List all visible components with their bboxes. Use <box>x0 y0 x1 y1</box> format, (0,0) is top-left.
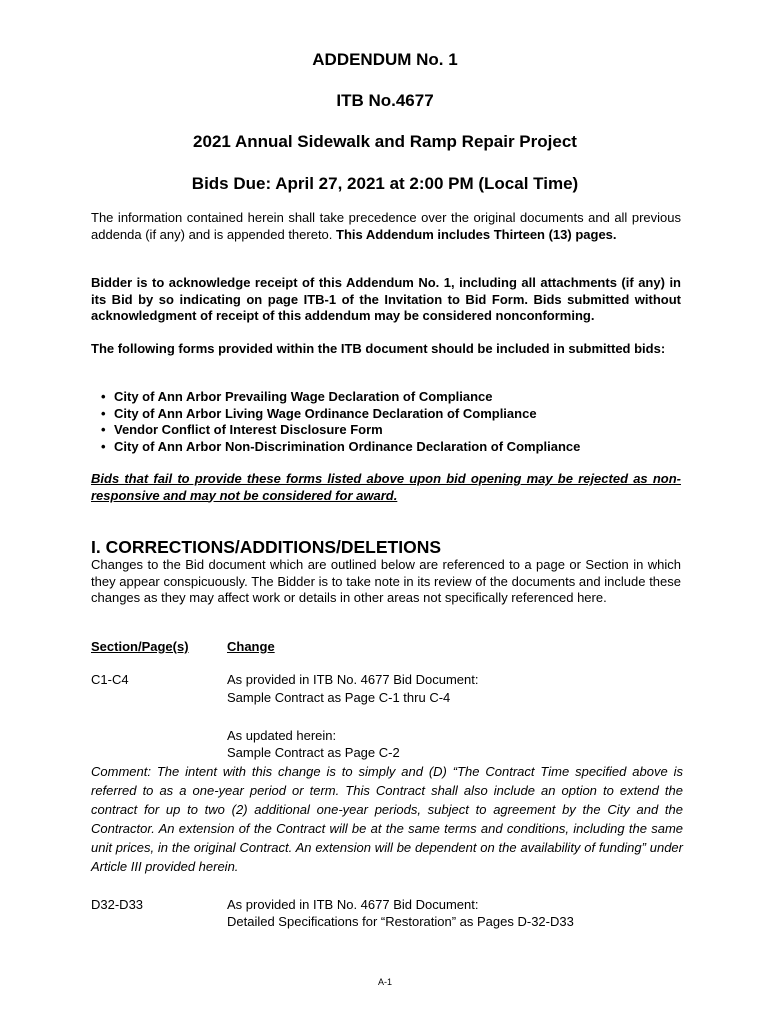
entry-updated-label: As updated herein: <box>227 728 337 743</box>
list-item: • City of Ann Arbor Non-Discrimination Ordinance Declaration of Compliance <box>101 439 580 456</box>
section-heading: I. CORRECTIONS/ADDITIONS/DELETIONS <box>91 537 442 557</box>
list-item: • City of Ann Arbor Prevailing Wage Declaration of Compliance <box>101 389 580 406</box>
column-header-change: Change <box>227 639 275 654</box>
project-title: 2021 Annual Sidewalk and Ramp Repair Project <box>193 132 577 151</box>
rejection-warning: Bids that fail to provide these forms listed above upon bid opening may be rejected as non-responsive and may not be considered for award. <box>91 471 681 503</box>
intro-paragraph <box>91 210 681 243</box>
list-item: • City of Ann Arbor Living Wage Ordinance Declaration of Compliance <box>101 406 580 423</box>
intro-text: The information contained herein shall take precedence over the original documents and all previous addenda (if any) and is appended thereto. <box>91 210 681 242</box>
column-header-section: Section/Page(s) <box>91 639 189 654</box>
entry-updated-value: Sample Contract as Page C-2 <box>227 745 400 760</box>
entry-section-d32-d33: D32-D33 <box>91 897 144 912</box>
entry-provided-label: As provided in ITB No. 4677 Bid Document: <box>227 672 479 687</box>
entry-provided-label: As provided in ITB No. 4677 Bid Document: <box>227 897 479 912</box>
itb-number: ITB No.4677 <box>336 91 434 110</box>
intro-page-count: This Addendum includes Thirteen (13) pages. <box>336 226 617 242</box>
page-number: A-1 <box>377 977 392 987</box>
section-description: Changes to the Bid document which are outlined below are referenced to a page or Section in which they appear conspicuously. The Bidder is to take note in its review of the documents and include these changes as they may affect work or details in other areas not specifically referenced here. <box>91 557 681 605</box>
entry-section-c1-c4: C1-C4 <box>91 672 129 687</box>
entry-provided-value: Detailed Specifications for “Restoration” as Pages D-32-D33 <box>227 914 574 929</box>
entry-provided-value: Sample Contract as Page C-1 thru C-4 <box>227 690 451 705</box>
addendum-title: ADDENDUM No. 1 <box>312 50 458 69</box>
bids-due: Bids Due: April 27, 2021 at 2:00 PM (Local Time) <box>191 174 579 193</box>
forms-intro: The following forms provided within the ITB document should be included in submitted bids: <box>91 341 666 356</box>
list-item: • Vendor Conflict of Interest Disclosure Form <box>101 422 580 439</box>
acknowledge-paragraph: Bidder is to acknowledge receipt of this Addendum No. 1, including all attachments (if any) in its Bid by so indicating on page ITB-1 of the Invitation to Bid Form. Bids submitted without acknowledgment of receipt of this addendum may be considered nonconforming. <box>91 275 681 323</box>
entry-comment: Comment: The intent with this change is to simply and (D) “The Contract Time specified above is referred to as a one-year period or term. This Contract shall also include an option to extend the contract for up to two (2) additional one-year periods, subject to agreement by the City and the Contractor. An extension of the Contract will be at the same terms and conditions, including the same unit prices, in the original Contract. An extension will be dependent on the availability of funding” under Article III provided herein. <box>91 764 683 874</box>
forms-list <box>101 389 580 455</box>
